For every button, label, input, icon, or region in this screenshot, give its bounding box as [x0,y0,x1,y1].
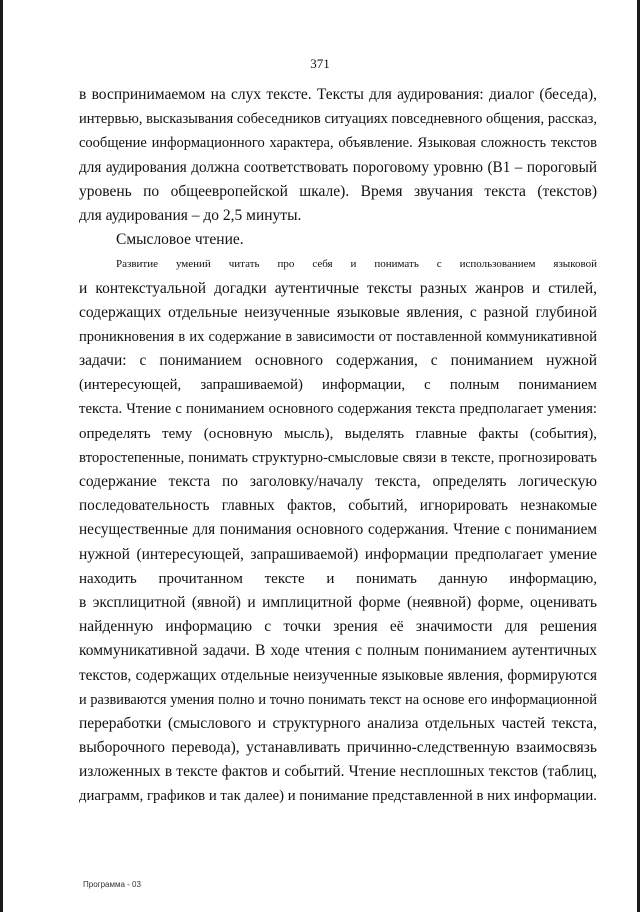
scan-edge-left [0,0,3,912]
text-line: уровень по общеевропейской шкале). Время звучания текста (текстов) [79,182,597,200]
text-line: несущественные для понимания основного содержания. Чтение с пониманием [79,521,597,539]
text-line: определять тему (основную мысль), выделять главные факты (события), [79,425,597,442]
page-number: 371 [310,56,330,71]
text-line: последовательность главных фактов, событий, игнорировать незнакомые [79,497,597,515]
text-line: второстепенные, понимать структурно-смысловые связи в тексте, прогнозировать [79,449,597,466]
text-line: выборочного перевода), устанавливать причинно-следственную взаимосвязь [79,739,597,757]
text-line: для аудирования – до 2,5 минуты. [79,206,302,224]
text-line: в воспринимаемом на слух тексте. Тексты для аудирования: диалог (беседа), [79,86,597,103]
text-line: коммуникативной задачи. В ходе чтения с полным пониманием аутентичных [79,642,597,660]
text-line: диаграмм, графиков и так далее) и понимание представленной в них информации. [79,788,597,805]
section-heading-reading [79,228,597,252]
text-line: и контекстуальной догадки аутентичные тексты разных жанров и стилей, [79,279,597,297]
paragraph-listening-texts [79,83,597,228]
paragraph-reading-skills [79,252,597,808]
text-line: Развитие умений читать про себя и понимать с использованием языковой [116,258,597,271]
text-line: Смысловое чтение. [116,231,244,249]
text-line: изложенных в тексте фактов и событий. Чтение несплошных текстов (таблиц, [79,763,597,781]
page-footer: Программа - 03 [83,880,141,889]
text-line: текста. Чтение с пониманием основного содержания текста предполагает умения: [79,401,597,418]
text-line: задачи: с пониманием основного содержания, с пониманием нужной [79,352,597,370]
text-line: найденную информацию с точки зрения её значимости для решения [79,618,597,636]
text-line: проникновения в их содержание в зависимости от поставленной коммуникативной [79,328,597,345]
text-line: для аудирования должна соответствовать пороговому уровню (В1 – пороговый [79,158,597,176]
text-line: сообщение информационного характера, объявление. Языковая сложность текстов [79,135,597,152]
text-line: нужной (интересующей, запрашиваемой) информации предполагает умение [79,545,597,563]
text-line: (интересующей, запрашиваемой) информации, с полным пониманием [79,377,597,394]
text-line: и развиваются умения полно и точно понимать текст на основе его информационной [79,691,597,708]
text-line: интервью, высказывания собеседников ситуациях повседневного общения, рассказ, [79,111,597,128]
document-body [79,83,597,809]
text-line: содержащих отдельные неизученные языковые явления, с разной глубиной [79,303,597,321]
text-line: находить прочитанном тексте и понимать данную информацию, [79,570,597,587]
text-line: содержание текста по заголовку/началу текста, определять логическую [79,473,597,490]
text-line: в эксплицитной (явной) и имплицитной форме (неявной) форме, оценивать [79,593,597,611]
text-line: переработки (смыслового и структурного анализа отдельных частей текста, [79,714,597,732]
text-line: текстов, содержащих отдельные неизученные языковые явления, формируются [79,666,597,684]
